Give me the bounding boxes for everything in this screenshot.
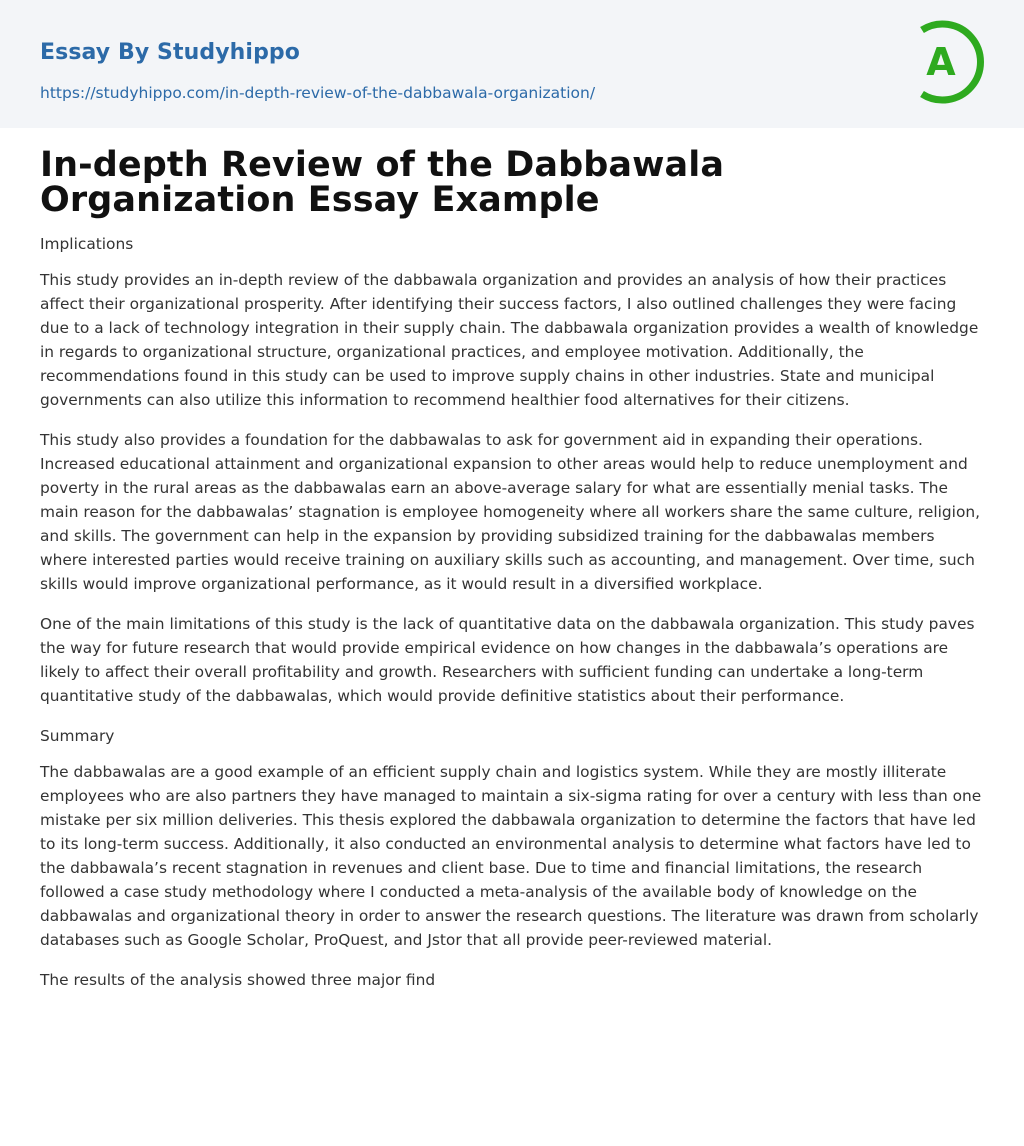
section-label-implications: Implications	[40, 235, 134, 253]
brand-title[interactable]: Essay By Studyhippo	[40, 40, 300, 65]
paragraph: This study provides an in-depth review of the dabbawala organization and provides an analysis of how their practices affect their organizational prosperity. After identifying their success factors, I also outlined challenges they were facing due to a lack of technology integration in their supply chain. The dabbawala organization provides a wealth of knowledge in regards to organizational structure, organizational practices, and employee motivation. Additionally, the recommendations found in this study can be used to improve supply chains in other industries. State and municipal governments can also utilize this information to recommend healthier food alternatives for their citizens.	[40, 271, 979, 409]
paragraph: The results of the analysis showed three major find	[40, 971, 436, 989]
page-title: In-depth Review of the Dabbawala Organization Essay Example	[40, 145, 725, 220]
logo-letter: A	[926, 40, 956, 84]
paragraph: One of the main limitations of this study is the lack of quantitative data on the dabbawala organization. This study paves the way for future research that would provide empirical evidence on how changes in the dabbawala’s operations are likely to affect their overall profitability and growth. Researchers with sufficient funding can undertake a long-term quantitative study of the dabbawalas, which would provide definitive statistics about their performance.	[40, 615, 975, 705]
article	[40, 145, 984, 992]
paragraph: This study also provides a foundation for the dabbawalas to ask for government aid in expanding their operations. Increased educational attainment and organizational expansion to other areas would help to reduce unemployment and poverty in the rural areas as the dabbawalas earn an above-average salary for what are essentially menial tasks. The main reason for the dabbawalas’ stagnation is employee homogeneity where all workers share the same culture, religion, and skills. The government can help in the expansion by providing subsidized training for the dabbawalas members where interested parties would receive training on auxiliary skills such as accounting, and management. Over time, such skills would improve organizational performance, as it would result in a diversified workplace.	[40, 431, 981, 593]
paragraph: The dabbawalas are a good example of an efficient supply chain and logistics system. While they are mostly illiterate employees who are also partners they have managed to maintain a six-sigma rating for over a century with less than one mistake per six million deliveries. This thesis explored the dabbawala organization to determine the factors that have led to its long-term success. Additionally, it also conducted an environmental analysis to determine what factors have led to the dabbawala’s recent stagnation in revenues and client base. Due to time and financial limitations, the research followed a case study methodology where I conducted a meta-analysis of the available body of knowledge on the dabbawalas and organizational theory in order to answer the research questions. The literature was drawn from scholarly databases such as Google Scholar, ProQuest, and Jstor that all provide peer-reviewed material.	[40, 763, 982, 949]
section-label-summary: Summary	[40, 727, 115, 745]
site-header	[0, 0, 1024, 128]
letter-a-circle-logo[interactable]	[910, 18, 988, 106]
page-url-link[interactable]: https://studyhippo.com/in-depth-review-of-the-dabbawala-organization/	[40, 84, 596, 102]
